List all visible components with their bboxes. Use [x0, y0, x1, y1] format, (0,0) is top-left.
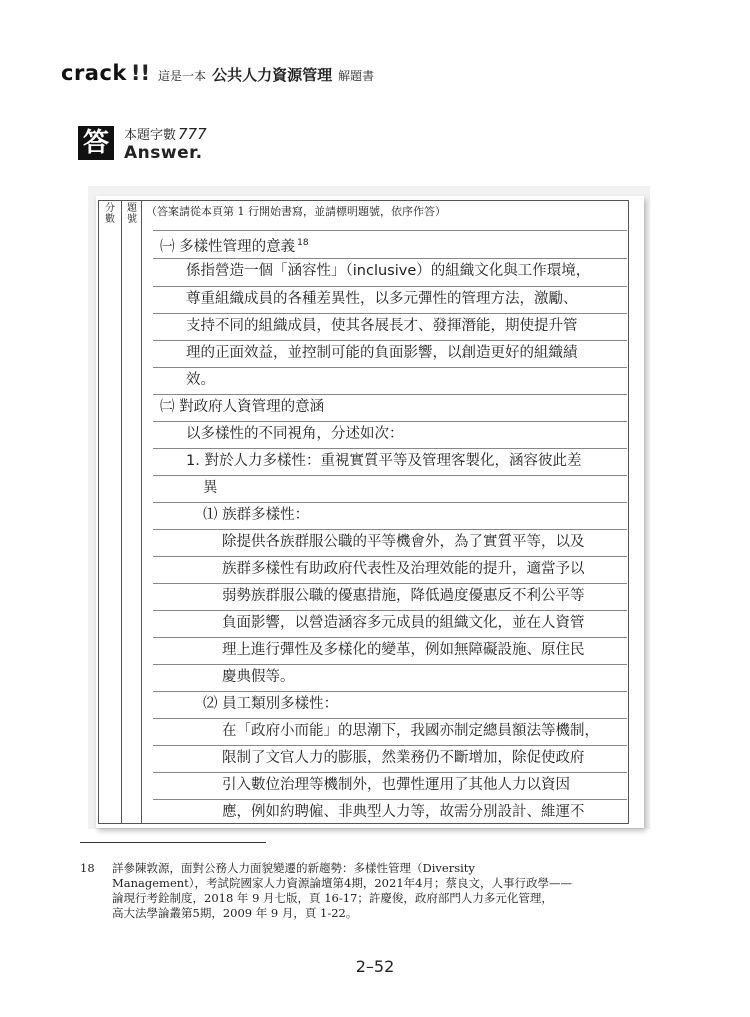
- brand-exclamation: !!: [130, 61, 151, 85]
- word-count-value: 777: [178, 125, 207, 143]
- footnote-ref: 18: [297, 238, 309, 248]
- row-rule: [153, 367, 627, 368]
- header-tagline: 這是一本: [158, 69, 207, 83]
- answer-line: 係指營造一個「涵容性」（inclusive）的組織文化與工作環境，: [186, 263, 591, 279]
- score-column-header: 分數: [105, 203, 115, 225]
- row-rule: [153, 340, 627, 341]
- row-rule: [153, 394, 627, 395]
- answer-line: ⑵ 員工類別多樣性：: [203, 696, 339, 712]
- row-rule: [153, 475, 627, 476]
- column-divider-2: [141, 200, 142, 824]
- row-rule: [153, 718, 627, 719]
- question-number-column-header: 題號: [127, 203, 137, 225]
- row-rule: [153, 313, 627, 314]
- answer-line: 理的正面效益，並控制可能的負面影響，以創造更好的組織績: [186, 345, 578, 361]
- answer-line: 族群多樣性有助政府代表性及治理效能的提升，適當予以: [222, 561, 585, 577]
- row-rule: [153, 799, 627, 800]
- column-divider-1: [121, 200, 122, 824]
- footnote-line: 高大法學論叢第5期，2009 年 9 月，頁 1-22。: [112, 906, 358, 920]
- header-subject: 公共人力資源管理: [212, 66, 333, 84]
- answer-line: 限制了文官人力的膨脹，然業務仍不斷增加，除促使政府: [222, 750, 585, 766]
- answer-line: ⑴ 族群多樣性：: [203, 507, 310, 523]
- page-number: 2–52: [355, 957, 395, 976]
- row-rule: [153, 691, 627, 692]
- footnote-line: 論現行考銓制度，2018 年 9 月七版，頁 16-17；許慶俊，政府部門人力多元化管理，: [112, 891, 553, 905]
- answer-line: 在「政府小而能」的思潮下，我國亦制定總員額法等機制，: [222, 723, 599, 739]
- row-rule: [153, 745, 627, 746]
- answer-line: 以多樣性的不同視角，分述如次：: [186, 426, 404, 442]
- row-rule: [153, 448, 627, 449]
- row-rule: [153, 529, 627, 530]
- answer-line: [160, 233, 309, 257]
- row-rule: [153, 421, 627, 422]
- row-rule: [153, 286, 627, 287]
- row-rule: [153, 772, 627, 773]
- word-count-label: [124, 125, 207, 145]
- answer-line: 理上進行彈性及多樣化的變革，例如無障礙設施、原住民: [222, 642, 585, 658]
- answer-line: 引入數位治理等機制外，也彈性運用了其他人力以資因: [222, 777, 570, 793]
- page-header: [61, 58, 374, 84]
- answer-line: 支持不同的組織成員，使其各展長才、發揮潛能，期使提升管: [186, 318, 578, 334]
- row-rule: [153, 258, 627, 259]
- answer-line: 應，例如約聘僱、非典型人力等，故需分別設計、維運不: [222, 804, 585, 820]
- answer-line: 效。: [186, 372, 215, 388]
- answer-line: 除提供各族群服公職的平等機會外，為了實質平等，以及: [222, 534, 585, 550]
- brand-logo: crack: [61, 61, 127, 85]
- answer-line: 慶典假等。: [222, 669, 295, 685]
- answer-glyph-box: 答: [78, 126, 114, 160]
- answer-line-text: ㈠ 多樣性管理的意義: [160, 238, 296, 255]
- footnote-line: 詳參陳敦源，面對公務人力面貌變遷的新趨勢：多樣性管理（Diversity: [112, 861, 475, 875]
- header-suffix: 解題書: [338, 69, 375, 83]
- footnote-number: 18: [80, 861, 95, 875]
- answer-line: 負面影響，以營造涵容多元成員的組織文化，並在人資管: [222, 615, 585, 631]
- answer-line: 弱勢族群服公職的優惠措施，降低過度優惠反不利公平等: [222, 588, 585, 604]
- answer-line: ㈡ 對政府人資管理的意涵: [160, 399, 325, 415]
- row-rule: [153, 556, 627, 557]
- footnote-rule: [80, 842, 266, 843]
- answer-line: 1. 對於人力多樣性：重視實質平等及管理客製化，涵容彼此差: [186, 453, 582, 469]
- row-rule: [153, 230, 627, 231]
- answer-heading: Answer.: [124, 143, 203, 163]
- answer-line: 尊重組織成員的各種差異性，以多元彈性的管理方法，激勵、: [186, 291, 578, 307]
- footnote-line: Management），考試院國家人力資源論壇第4期，2021年4月；蔡良文，人事行政學——: [112, 876, 572, 890]
- row-rule: [153, 583, 627, 584]
- row-rule: [153, 637, 627, 638]
- row-rule: [153, 502, 627, 503]
- row-rule: [153, 610, 627, 611]
- instruction-text: （答案請從本頁第 1 行開始書寫，並請標明題號，依序作答）: [146, 205, 446, 218]
- word-count-text: 本題字數: [124, 128, 177, 143]
- row-rule: [153, 664, 627, 665]
- answer-line: 異: [203, 480, 218, 496]
